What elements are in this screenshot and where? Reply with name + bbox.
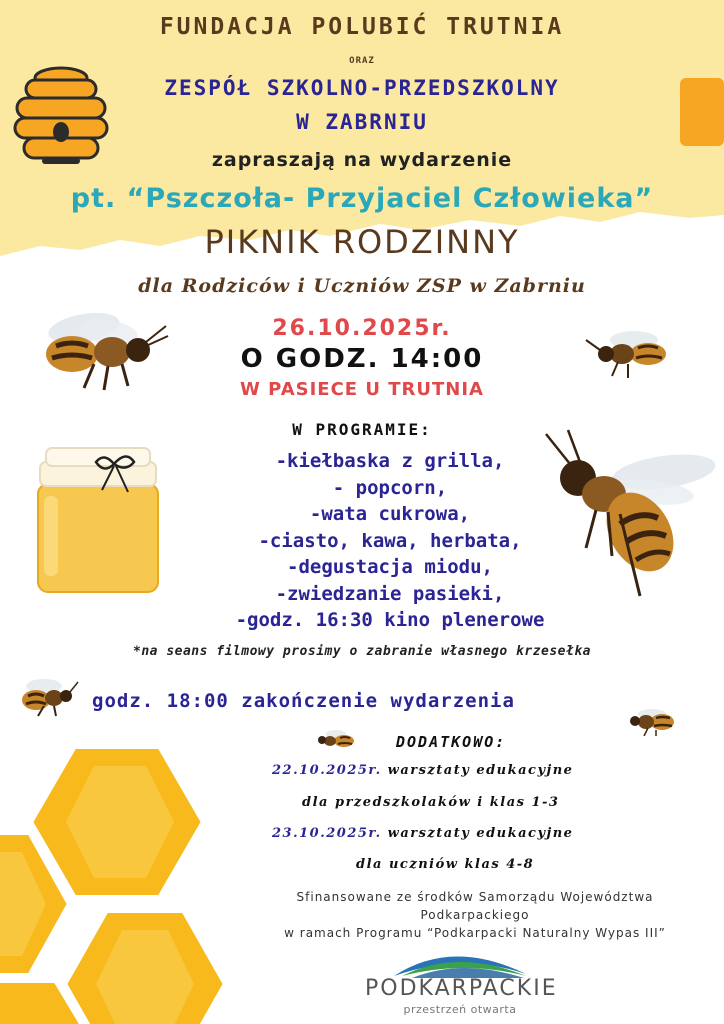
- funding-line: Sfinansowane ze środków Samorządu Województwa: [296, 890, 654, 904]
- workshop-1: [272, 763, 573, 778]
- workshop-2-audience: dla uczniów klas 4-8: [356, 857, 535, 872]
- list-item: -ciasto, kawa, herbata,: [258, 529, 522, 552]
- list-item: - popcorn,: [332, 476, 448, 499]
- logo-name: PODKARPACKIE: [365, 976, 558, 1001]
- workshop-1-audience: dla przedszkolaków i klas 1-3: [302, 795, 560, 810]
- workshop-1-text: warsztaty edukacyjne: [387, 763, 574, 778]
- honey-jar-icon: [30, 446, 170, 596]
- program-note: *na seans filmowy prosimy o zabranie własnego krzesełka: [133, 644, 591, 659]
- workshop-2-text: warsztaty edukacyjne: [387, 826, 574, 841]
- logo-tagline: przestrzeń otwarta: [403, 1003, 517, 1016]
- audience-text: dla Rodziców i Uczniów ZSP w Zabrniu: [138, 275, 586, 297]
- bee-icon: [34, 306, 174, 392]
- bee-icon: [582, 326, 674, 380]
- event-date: 26.10.2025r.: [272, 316, 452, 341]
- funding-info: [250, 888, 700, 942]
- picnic-title: PIKNIK RODZINNY: [204, 223, 520, 261]
- list-item: -godz. 16:30 kino plenerowe: [235, 609, 545, 631]
- workshop-2: [272, 826, 573, 841]
- bee-icon: [540, 428, 720, 600]
- honeycomb-icon: [0, 740, 260, 1024]
- invite-text: zapraszają na wydarzenie: [211, 149, 513, 171]
- oraz-label: ORAZ: [349, 56, 375, 66]
- bee-icon: [626, 706, 682, 736]
- organizer-1: FUNDACJA POLUBIĆ TRUTNIA: [159, 14, 565, 40]
- list-item: -kiełbaska z grilla,: [275, 450, 505, 472]
- organizer-2-line2: W ZABRNIU: [296, 110, 428, 134]
- extra-title: DODATKOWO:: [396, 733, 507, 751]
- list-item: -degustacja miodu,: [287, 556, 493, 578]
- funding-line: Podkarpackiego: [420, 908, 530, 922]
- event-time: O GODZ. 14:00: [240, 344, 484, 374]
- organizer-2-line1: ZESPÓŁ SZKOLNO-PRZEDSZKOLNY: [164, 76, 560, 100]
- funding-line: w ramach Programu “Podkarpacki Naturalny Wypas III”: [284, 926, 666, 940]
- list-item: -zwiedzanie pasieki,: [275, 582, 505, 605]
- event-place: W PASIECE U TRUTNIA: [240, 379, 484, 400]
- workshop-2-date: 23.10.2025r.: [272, 826, 382, 841]
- bee-icon: [14, 674, 80, 718]
- list-item: -wata cukrowa,: [309, 503, 471, 525]
- bee-icon: [316, 728, 360, 752]
- podkarpackie-logo-icon: [392, 944, 528, 978]
- event-title: pt. “Pszczoła- Przyjaciel Człowieka”: [70, 183, 654, 214]
- program-title: W PROGRAMIE:: [292, 420, 432, 439]
- workshop-1-date: 22.10.2025r.: [272, 763, 382, 778]
- event-end: godz. 18:00 zakończenie wydarzenia: [92, 690, 515, 712]
